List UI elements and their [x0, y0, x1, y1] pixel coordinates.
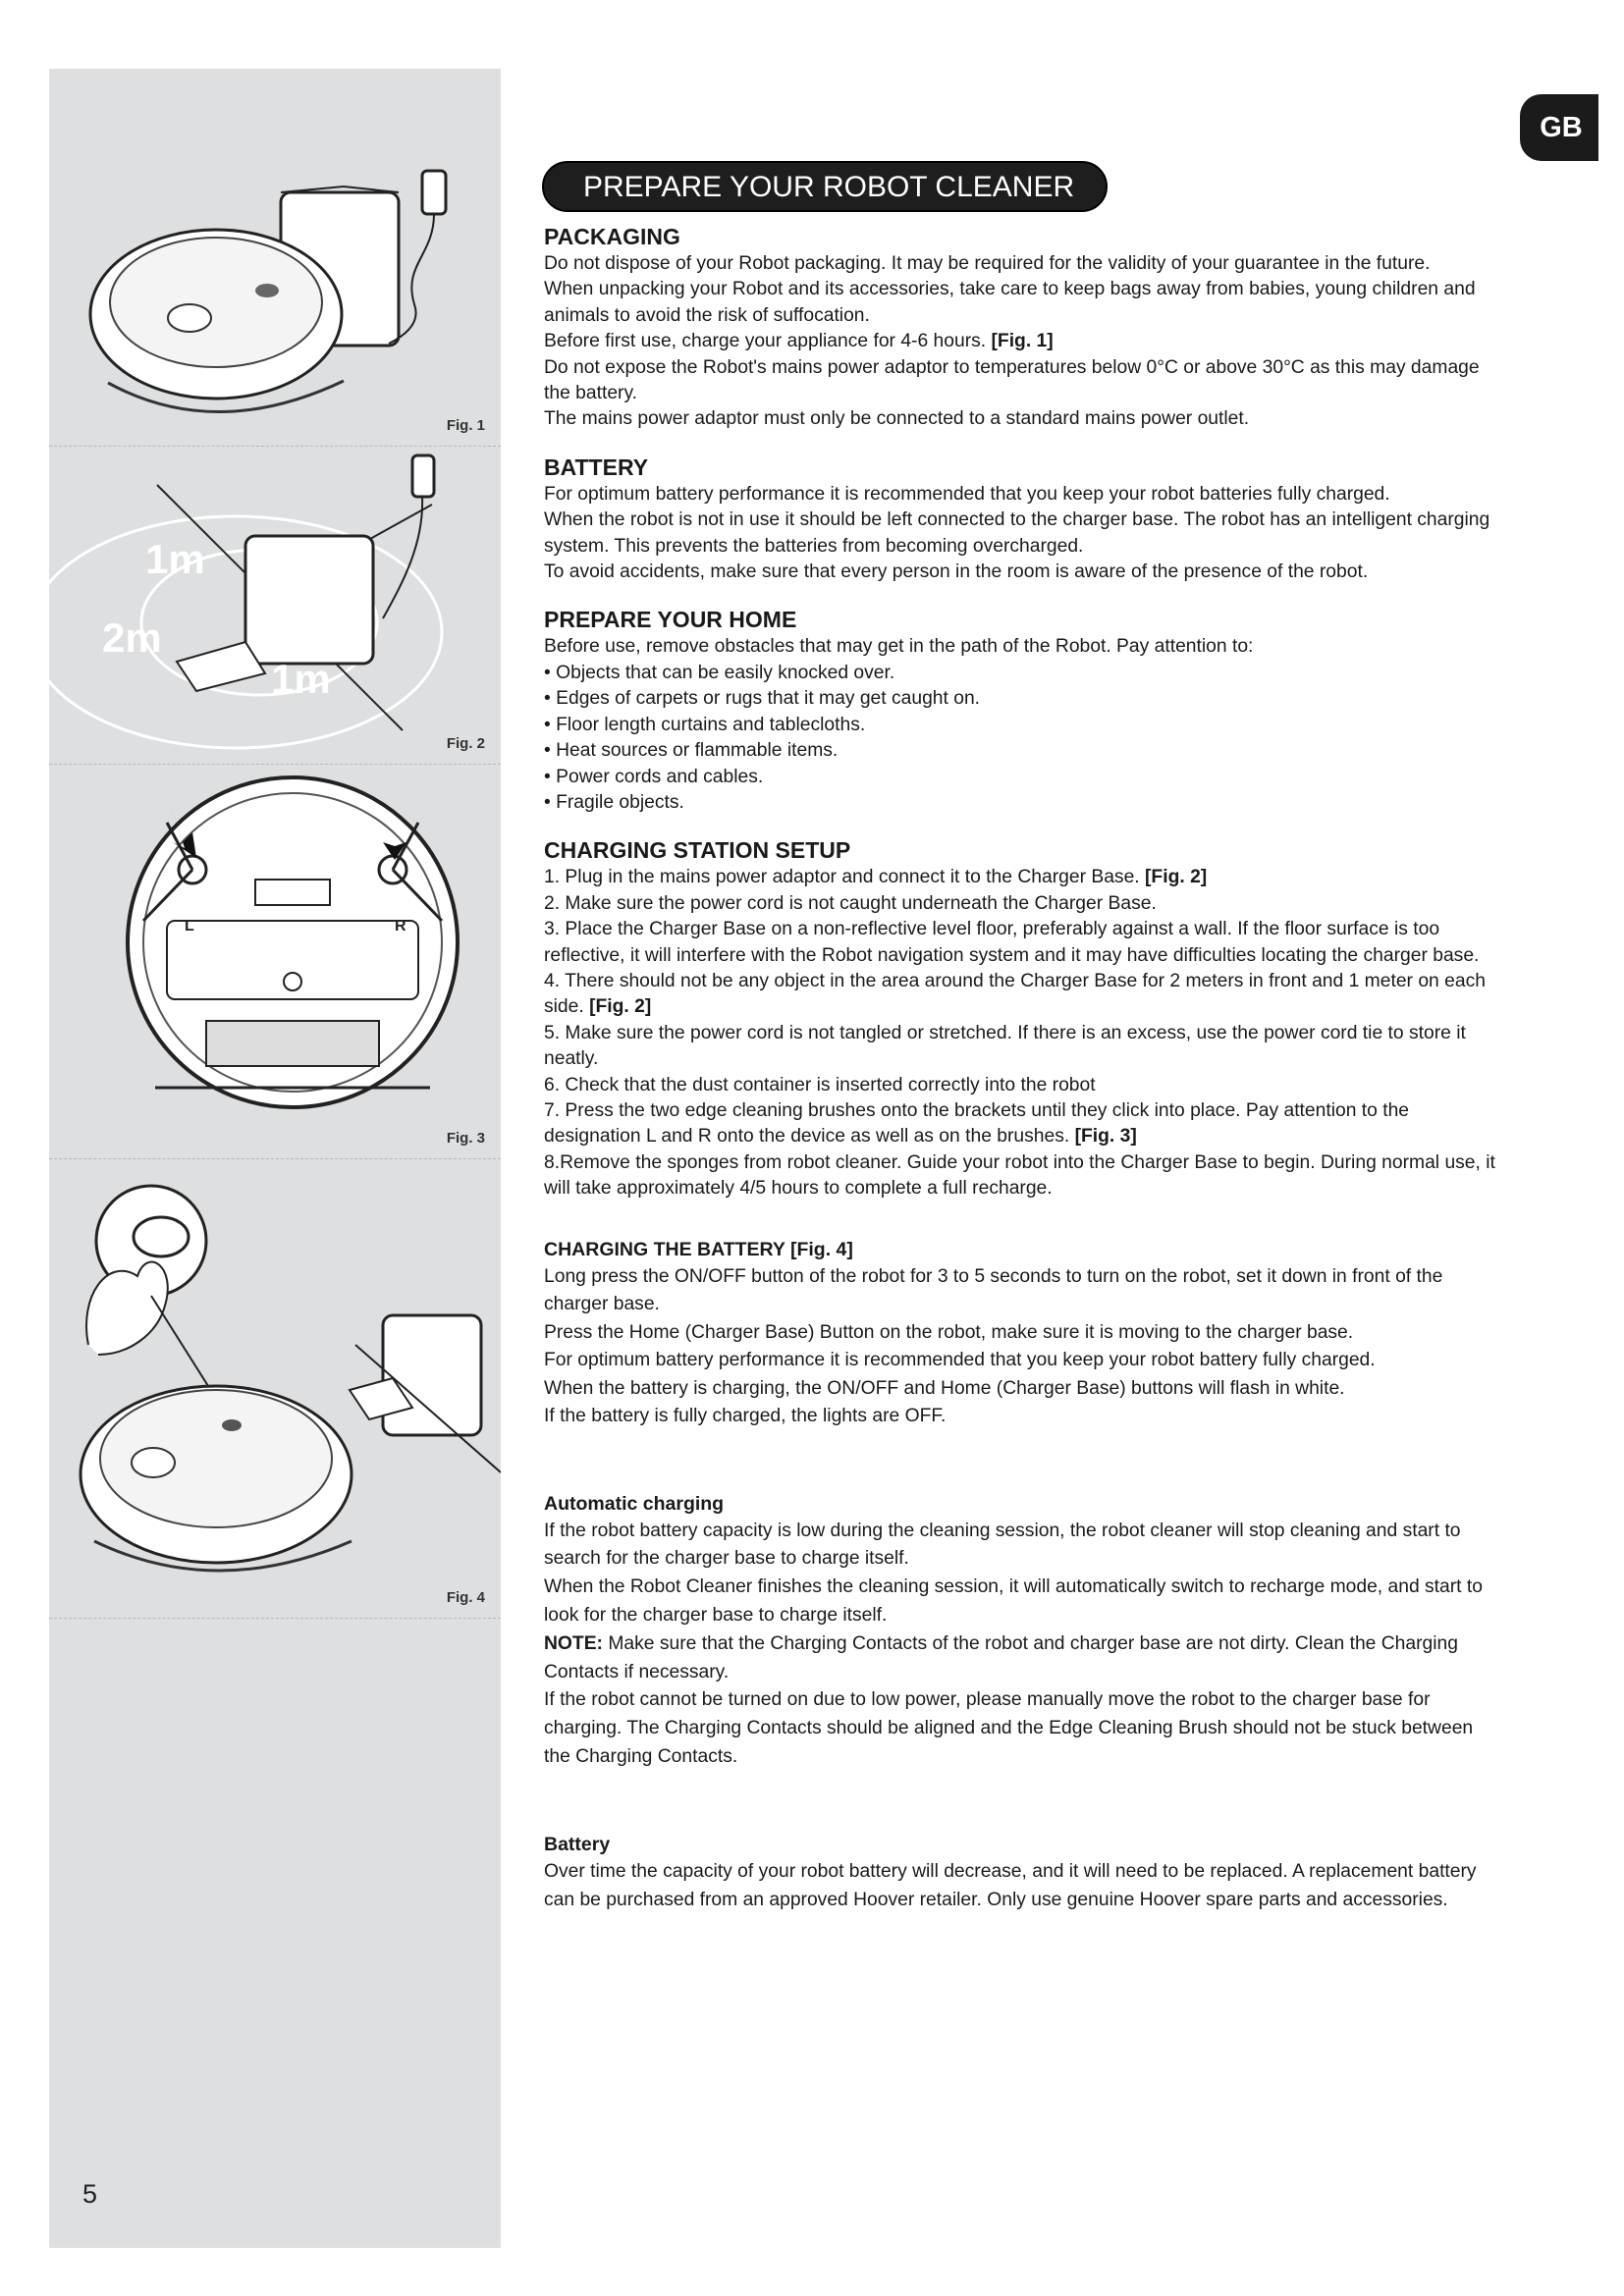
packaging-paragraph: [544, 329, 1496, 354]
setup-step: [544, 1098, 1496, 1150]
packaging-paragraph: When unpacking your Robot and its accessories, take care to keep bags away from babies, young children and animals to avoid the risk of suffocation.: [544, 279, 1476, 326]
figure-sidebar: [49, 69, 501, 2248]
fig-1-label: Fig. 1: [446, 417, 485, 434]
automatic-charging-paragraph: When the Robot Cleaner finishes the cleaning session, it will automatically switch to recharge mode, and start to look for the charger base to charge itself.: [544, 1576, 1483, 1626]
right-brush-mark: R: [395, 918, 406, 934]
charging-battery-section: [544, 1236, 1496, 1431]
packaging-section: [544, 222, 1496, 433]
figure-reference: [Fig. 2]: [1145, 867, 1208, 888]
setup-step: [544, 969, 1496, 1021]
charging-paragraph: Long press the ON/OFF button of the robot for 3 to 5 seconds to turn on the robot, set it down in front of the charger base.: [544, 1265, 1443, 1315]
battery-paragraph: When the robot is not in use it should be left connected to the charger base. The robot has an intelligent charging system. This prevents the batteries from becoming overcharged.: [544, 509, 1490, 557]
robot-returning-to-base-illustration: [49, 1158, 501, 1618]
list-item: • Power cords and cables.: [544, 766, 764, 787]
list-item: • Heat sources or flammable items.: [544, 740, 839, 762]
fig-3-label: Fig. 3: [446, 1130, 485, 1147]
packaging-heading: PACKAGING: [544, 224, 680, 249]
charging-paragraph: If the battery is fully charged, the lights are OFF.: [544, 1406, 947, 1427]
page-title: PREPARE YOUR ROBOT CLEANER: [542, 161, 1108, 212]
prepare-home-intro: Before use, remove obstacles that may get in the path of the Robot. Pay attention to:: [544, 636, 1254, 658]
fig-2-label: Fig. 2: [446, 735, 485, 752]
fig-4-label: Fig. 4: [446, 1589, 485, 1606]
figure-3-panel: [49, 764, 501, 1159]
note-paragraph: [544, 1630, 1496, 1687]
setup-step: 2. Make sure the power cord is not caught underneath the Charger Base.: [544, 892, 1157, 914]
battery-paragraph: For optimum battery performance it is recommended that you keep your robot batteries fully charged.: [544, 483, 1390, 505]
figure-4-panel: [49, 1158, 501, 1619]
setup-step: [544, 865, 1496, 890]
automatic-charging-heading: Automatic charging: [544, 1492, 725, 1515]
prepare-home-heading: PREPARE YOUR HOME: [544, 607, 797, 633]
manual-content: [544, 222, 1496, 1934]
robot-underside-brushes-illustration: [49, 764, 501, 1158]
clearance-2m-mark: 2m: [102, 614, 162, 661]
battery-replacement-paragraph: Over time the capacity of your robot battery will decrease, and it will need to be replaced. A replacement battery can be purchased from an approved Hoover retailer. Only use genuine Hoover spare parts and accessories.: [544, 1860, 1477, 1910]
battery-section: [544, 453, 1496, 586]
figure-1-panel: [49, 69, 501, 447]
packaging-paragraph: Do not dispose of your Robot packaging. It may be required for the validity of your guarantee in the future.: [544, 253, 1431, 274]
charging-paragraph: Press the Home (Charger Base) Button on the robot, make sure it is moving to the charger base.: [544, 1321, 1354, 1343]
setup-step-text: 4. There should not be any object in the area around the Charger Base for 2 meters in front and 1 meter on each side.: [544, 970, 1486, 1018]
battery-replacement-heading: Battery: [544, 1833, 611, 1855]
setup-step: 8.Remove the sponges from robot cleaner. Guide your robot into the Charger Base to begin. During normal use, it will take approximately 4/5 hours to complete a full recharge.: [544, 1151, 1495, 1200]
automatic-charging-section: [544, 1490, 1496, 1772]
figure-reference: [Fig. 1]: [991, 331, 1054, 352]
figure-2-panel: [49, 446, 501, 765]
battery-paragraph: To avoid accidents, make sure that every person in the room is aware of the presence of the robot.: [544, 561, 1369, 583]
note-label: NOTE:: [544, 1632, 603, 1654]
charging-station-heading: CHARGING STATION SETUP: [544, 837, 851, 864]
battery-heading: BATTERY: [544, 454, 649, 480]
figure-reference: [Fig. 3]: [1074, 1126, 1137, 1148]
robot-charging-illustration: [49, 69, 501, 446]
charger-clearance-illustration: [49, 446, 501, 764]
prepare-home-section: [544, 605, 1496, 816]
charging-station-section: [544, 835, 1496, 1201]
setup-step: 5. Make sure the power cord is not tangled or stretched. If there is an excess, use the power cord tie to store it neatly.: [544, 1022, 1466, 1070]
list-item: • Fragile objects.: [544, 791, 684, 813]
setup-step-text: 1. Plug in the mains power adaptor and connect it to the Charger Base.: [544, 867, 1140, 888]
packaging-text: Before first use, charge your appliance for 4-6 hours.: [544, 331, 987, 352]
setup-step: 6. Check that the dust container is inserted correctly into the robot: [544, 1074, 1096, 1095]
packaging-paragraph: The mains power adaptor must only be connected to a standard mains power outlet.: [544, 408, 1250, 430]
left-brush-mark: L: [185, 918, 194, 934]
list-item: • Objects that can be easily knocked over.: [544, 662, 895, 683]
automatic-charging-paragraph: If the robot cannot be turned on due to low power, please manually move the robot to the charger base for charging. The Charging Contacts should be aligned and the Edge Cleaning Brush should not be stuck between the Charging Contacts.: [544, 1689, 1474, 1767]
setup-step-text: 7. Press the two edge cleaning brushes onto the brackets until they click into place. Pay attention to the designation L and R onto the device as well as on the brushes.: [544, 1099, 1410, 1148]
list-item: • Edges of carpets or rugs that it may get caught on.: [544, 688, 981, 710]
note-text: Make sure that the Charging Contacts of the robot and charger base are not dirty. Clean the Charging Contacts if necessary.: [544, 1632, 1459, 1682]
charging-battery-heading: CHARGING THE BATTERY [Fig. 4]: [544, 1238, 853, 1260]
language-tab: GB: [1520, 94, 1598, 161]
setup-step: 3. Place the Charger Base on a non-reflective level floor, preferably against a wall. If the floor surface is too reflective, it will interfere with the Robot navigation system and it may have difficulties locating the charger base.: [544, 919, 1480, 966]
automatic-charging-paragraph: If the robot battery capacity is low during the cleaning session, the robot cleaner will stop cleaning and start to search for the charger base to charge itself.: [544, 1520, 1461, 1570]
page-number: 5: [82, 2179, 98, 2209]
list-item: • Floor length curtains and tablecloths.: [544, 714, 866, 735]
charging-paragraph: When the battery is charging, the ON/OFF and Home (Charger Base) buttons will flash in white.: [544, 1377, 1345, 1399]
charging-paragraph: For optimum battery performance it is recommended that you keep your robot battery fully charged.: [544, 1350, 1376, 1371]
clearance-1m-top-mark: 1m: [145, 536, 205, 582]
packaging-paragraph: Do not expose the Robot's mains power adaptor to temperatures below 0°C or above 30°C as this may damage the battery.: [544, 356, 1480, 404]
figure-reference: [Fig. 2]: [589, 996, 652, 1018]
clearance-1m-side-mark: 1m: [271, 656, 331, 702]
battery-replacement-section: [544, 1831, 1496, 1915]
